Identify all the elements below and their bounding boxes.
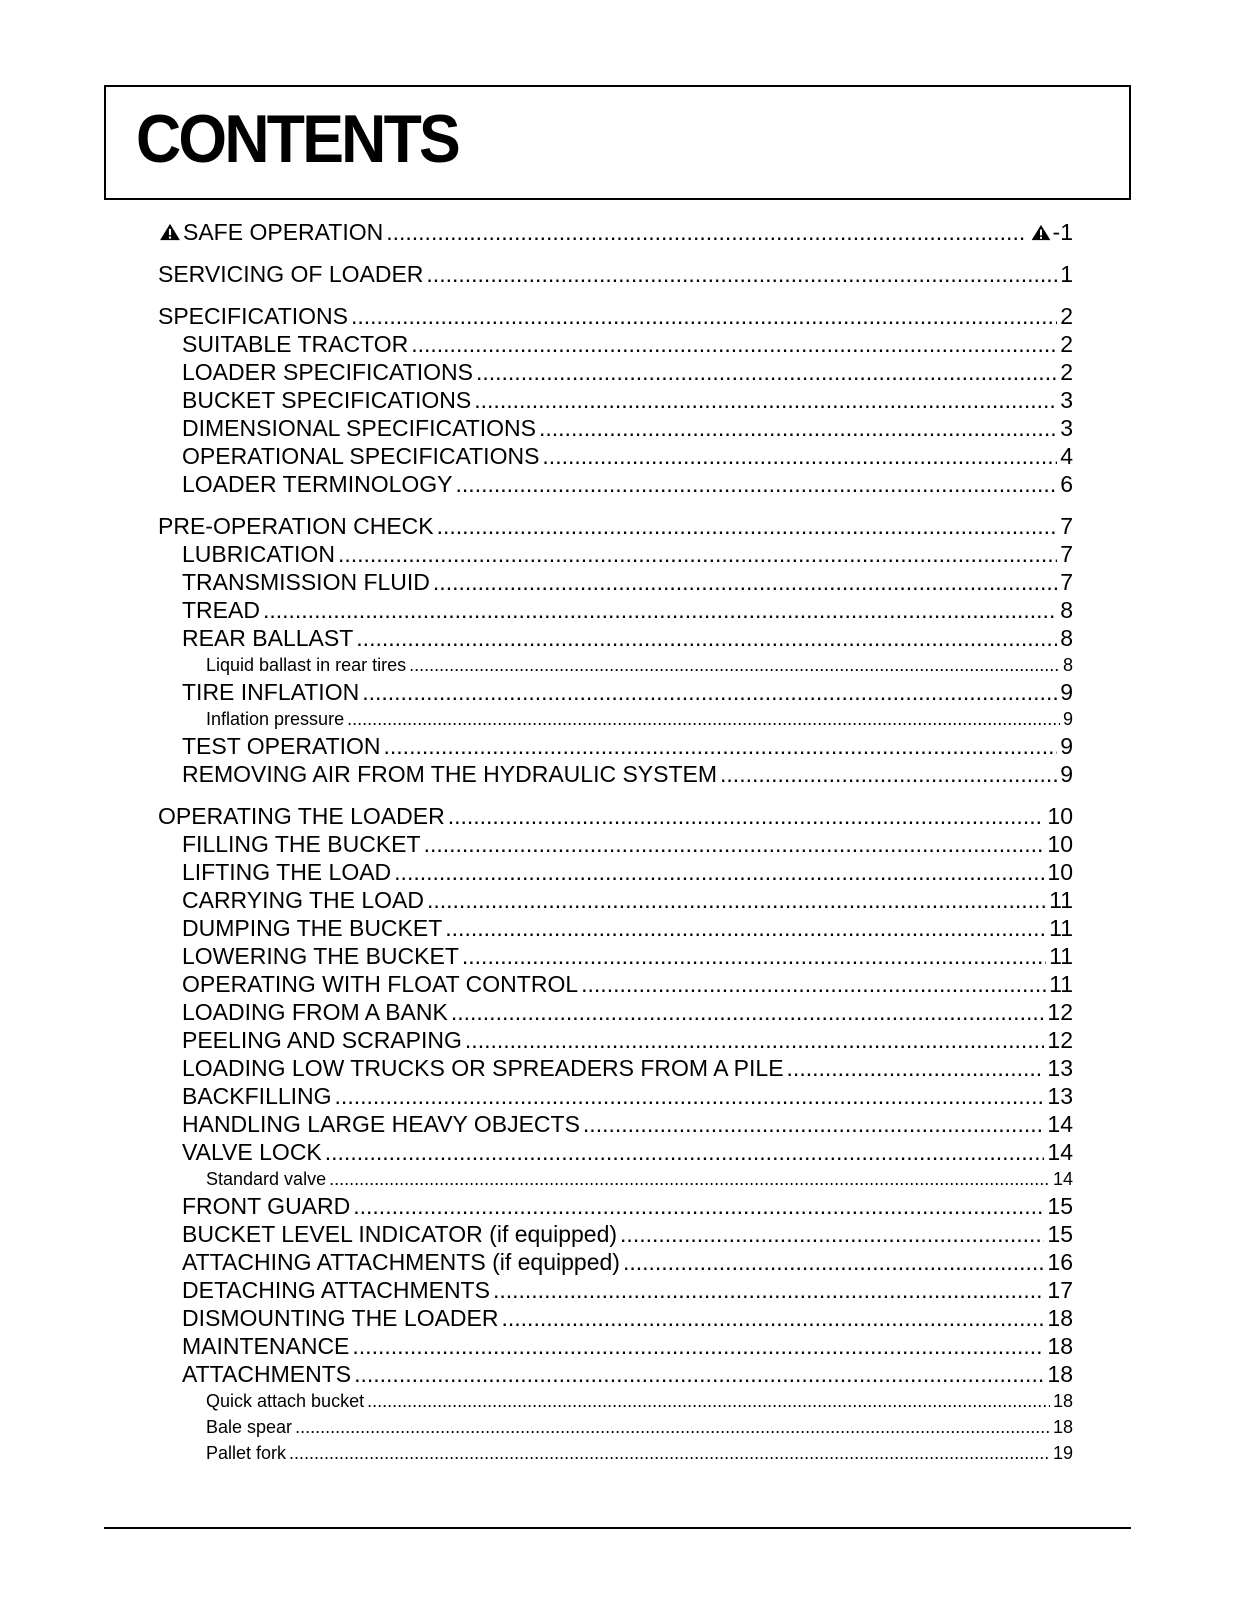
toc-entry[interactable] — [158, 1414, 1073, 1440]
toc-entry[interactable] — [158, 1388, 1073, 1414]
toc-entry-page: 9 — [1062, 709, 1073, 729]
toc-entry-label: Pallet fork — [206, 1443, 287, 1463]
toc-entry[interactable] — [158, 358, 1073, 386]
toc-entry-page: 18 — [1047, 1333, 1073, 1359]
toc-entry-label: Liquid ballast in rear tires — [206, 655, 407, 675]
toc-dot-leader — [409, 652, 1060, 678]
toc-entry-label: TRANSMISSION FLUID — [182, 569, 430, 595]
toc-entry-label: BUCKET LEVEL INDICATOR (if equipped) — [182, 1221, 618, 1247]
toc-entry-label: PEELING AND SCRAPING — [182, 1027, 462, 1053]
toc-entry[interactable] — [158, 1248, 1073, 1276]
toc-entry[interactable] — [158, 1138, 1073, 1166]
toc-entry-label: LOADING LOW TRUCKS OR SPREADERS FROM A PILE — [182, 1055, 784, 1081]
toc-entry-page: 11 — [1049, 887, 1073, 913]
toc-entry-page: 17 — [1047, 1277, 1073, 1303]
toc-entry[interactable] — [158, 886, 1073, 914]
toc-entry[interactable] — [158, 1026, 1073, 1054]
toc-dot-leader — [338, 540, 1057, 568]
toc-dot-leader — [295, 1414, 1050, 1440]
toc-dot-leader — [263, 596, 1057, 624]
toc-entry-page: -1 — [1030, 218, 1073, 246]
toc-entry-page: 7 — [1060, 513, 1073, 539]
toc-entry-page: 11 — [1049, 943, 1073, 969]
toc-dot-leader — [539, 414, 1057, 442]
toc-entry-page: 2 — [1060, 331, 1073, 357]
toc-entry-label: OPERATING THE LOADER — [158, 803, 445, 829]
toc-entry[interactable] — [158, 858, 1073, 886]
toc-entry-label: REMOVING AIR FROM THE HYDRAULIC SYSTEM — [182, 761, 718, 787]
toc-entry-label: SPECIFICATIONS — [158, 303, 348, 329]
toc-entry-page: 15 — [1047, 1193, 1073, 1219]
toc-entry-label: LIFTING THE LOAD — [182, 859, 392, 885]
toc-entry[interactable] — [158, 330, 1073, 358]
toc-dot-leader — [462, 942, 1046, 970]
toc-entry[interactable] — [158, 760, 1073, 788]
toc-entry[interactable] — [158, 470, 1073, 498]
toc-dot-leader — [620, 1220, 1044, 1248]
toc-entry-label: PRE-OPERATION CHECK — [158, 513, 434, 539]
toc-entry-label: SERVICING OF LOADER — [158, 261, 424, 287]
toc-dot-leader — [623, 1248, 1044, 1276]
toc-dot-leader — [451, 998, 1045, 1026]
toc-entry[interactable] — [158, 802, 1073, 830]
toc-entry[interactable] — [158, 1166, 1073, 1192]
toc-entry-label: TIRE INFLATION — [182, 679, 360, 705]
toc-entry[interactable] — [158, 414, 1073, 442]
toc-entry-page: 8 — [1060, 625, 1073, 651]
toc-entry-page: 10 — [1047, 859, 1073, 885]
toc-entry[interactable] — [158, 1220, 1073, 1248]
toc-entry-label: Quick attach bucket — [206, 1391, 365, 1411]
toc-entry-page: 16 — [1047, 1249, 1073, 1275]
page-title: CONTENTS — [136, 101, 458, 177]
toc-entry-label: LOADER TERMINOLOGY — [182, 471, 453, 497]
footer-rule — [104, 1527, 1131, 1529]
toc-entry-label: DETACHING ATTACHMENTS — [182, 1277, 490, 1303]
toc-entry-page: 12 — [1047, 999, 1073, 1025]
toc-entry[interactable] — [158, 1276, 1073, 1304]
toc-entry[interactable] — [158, 260, 1073, 288]
toc-dot-leader — [356, 624, 1057, 652]
toc-dot-leader — [433, 568, 1057, 596]
toc-entry[interactable] — [158, 1082, 1073, 1110]
toc-entry-label: LOADER SPECIFICATIONS — [182, 359, 473, 385]
toc-entry-page: 14 — [1047, 1139, 1073, 1165]
toc-entry-page: 4 — [1060, 443, 1073, 469]
toc-dot-leader — [424, 830, 1045, 858]
toc-entry-page: 3 — [1060, 415, 1073, 441]
toc-entry[interactable] — [158, 218, 1073, 246]
toc-dot-leader — [289, 1440, 1050, 1466]
toc-dot-leader — [411, 330, 1057, 358]
toc-entry[interactable] — [158, 540, 1073, 568]
toc-entry-page: 2 — [1060, 359, 1073, 385]
toc-dot-leader — [437, 512, 1058, 540]
table-of-contents — [158, 218, 1073, 1466]
toc-entry[interactable] — [158, 442, 1073, 470]
toc-entry-page: 18 — [1047, 1305, 1073, 1331]
toc-dot-leader — [448, 802, 1045, 830]
toc-dot-leader — [353, 1192, 1044, 1220]
toc-entry[interactable] — [158, 568, 1073, 596]
toc-dot-leader — [465, 1026, 1044, 1054]
toc-entry-label: REAR BALLAST — [182, 625, 354, 651]
toc-entry-label: CARRYING THE LOAD — [182, 887, 424, 913]
toc-entry-label: BACKFILLING — [182, 1083, 332, 1109]
toc-dot-leader — [384, 732, 1058, 760]
toc-entry-label: SAFE OPERATION — [158, 218, 383, 246]
toc-entry-label: VALVE LOCK — [182, 1139, 322, 1165]
toc-dot-leader — [493, 1276, 1044, 1304]
toc-entry-page: 3 — [1060, 387, 1073, 413]
toc-dot-leader — [581, 970, 1046, 998]
toc-dot-leader — [502, 1304, 1045, 1332]
toc-entry[interactable] — [158, 1054, 1073, 1082]
toc-entry-page: 8 — [1060, 597, 1073, 623]
toc-entry-page: 9 — [1060, 679, 1073, 705]
toc-entry-label: ATTACHING ATTACHMENTS (if equipped) — [182, 1249, 620, 1275]
toc-entry-label: TREAD — [182, 597, 260, 623]
toc-entry-page: 8 — [1062, 655, 1073, 675]
toc-dot-leader — [787, 1054, 1045, 1082]
toc-dot-leader — [386, 218, 1026, 246]
toc-entry[interactable] — [158, 914, 1073, 942]
toc-dot-leader — [476, 358, 1057, 386]
toc-dot-leader — [474, 386, 1057, 414]
toc-entry-label: Inflation pressure — [206, 709, 345, 729]
toc-entry-label: HANDLING LARGE HEAVY OBJECTS — [182, 1111, 580, 1137]
toc-dot-leader — [352, 1332, 1044, 1360]
toc-dot-leader — [347, 706, 1060, 732]
toc-entry-label: DIMENSIONAL SPECIFICATIONS — [182, 415, 536, 441]
toc-entry-label: OPERATIONAL SPECIFICATIONS — [182, 443, 540, 469]
toc-entry[interactable] — [158, 732, 1073, 760]
toc-entry[interactable] — [158, 302, 1073, 330]
warning-icon — [1030, 219, 1053, 245]
toc-entry-page: 6 — [1060, 471, 1073, 497]
toc-entry-page: 13 — [1047, 1055, 1073, 1081]
toc-dot-leader — [367, 1388, 1050, 1414]
toc-entry-page: 9 — [1060, 733, 1073, 759]
toc-entry-page: 15 — [1047, 1221, 1073, 1247]
toc-entry-label: FILLING THE BUCKET — [182, 831, 421, 857]
toc-dot-leader — [542, 442, 1057, 470]
toc-entry-page: 11 — [1049, 971, 1073, 997]
toc-entry-label: FRONT GUARD — [182, 1193, 351, 1219]
toc-entry-label: SUITABLE TRACTOR — [182, 331, 409, 357]
toc-entry-page: 18 — [1047, 1361, 1073, 1387]
toc-entry[interactable] — [158, 1440, 1073, 1466]
toc-dot-leader — [583, 1110, 1044, 1138]
toc-entry[interactable] — [158, 970, 1073, 998]
toc-entry[interactable] — [158, 1110, 1073, 1138]
toc-entry-label: OPERATING WITH FLOAT CONTROL — [182, 971, 579, 997]
toc-dot-leader — [335, 1082, 1045, 1110]
toc-entry-label: MAINTENANCE — [182, 1333, 350, 1359]
toc-entry-label: BUCKET SPECIFICATIONS — [182, 387, 472, 413]
toc-dot-leader — [445, 914, 1046, 942]
toc-entry[interactable] — [158, 830, 1073, 858]
toc-dot-leader — [325, 1138, 1045, 1166]
toc-entry-page: 11 — [1049, 915, 1073, 941]
toc-entry-page: 2 — [1060, 303, 1073, 329]
toc-entry-label: DUMPING THE BUCKET — [182, 915, 443, 941]
toc-entry[interactable] — [158, 942, 1073, 970]
toc-entry-label: LOWERING THE BUCKET — [182, 943, 459, 969]
toc-entry-label: LUBRICATION — [182, 541, 335, 567]
toc-entry-page: 7 — [1060, 541, 1073, 567]
toc-dot-leader — [427, 886, 1046, 914]
toc-entry-label: DISMOUNTING THE LOADER — [182, 1305, 499, 1331]
toc-dot-leader — [329, 1166, 1050, 1192]
toc-entry-page: 14 — [1047, 1111, 1073, 1137]
toc-entry-label: Bale spear — [206, 1417, 293, 1437]
toc-entry[interactable] — [158, 512, 1073, 540]
toc-dot-leader — [354, 1360, 1044, 1388]
toc-entry-page: 7 — [1060, 569, 1073, 595]
toc-entry[interactable] — [158, 596, 1073, 624]
toc-entry[interactable] — [158, 386, 1073, 414]
title-box — [104, 85, 1131, 200]
toc-entry[interactable] — [158, 652, 1073, 678]
toc-dot-leader — [362, 678, 1057, 706]
toc-dot-leader — [720, 760, 1057, 788]
toc-entry-page: 10 — [1047, 831, 1073, 857]
toc-dot-leader — [351, 302, 1057, 330]
toc-entry[interactable] — [158, 1360, 1073, 1388]
toc-entry-page: 9 — [1060, 761, 1073, 787]
toc-dot-leader — [456, 470, 1058, 498]
toc-entry-label: Standard valve — [206, 1169, 327, 1189]
toc-entry-page: 19 — [1052, 1443, 1073, 1463]
toc-entry[interactable] — [158, 1304, 1073, 1332]
toc-entry-label: ATTACHMENTS — [182, 1361, 352, 1387]
toc-entry[interactable] — [158, 624, 1073, 652]
toc-entry-page: 12 — [1047, 1027, 1073, 1053]
toc-entry[interactable] — [158, 1192, 1073, 1220]
toc-entry-label: LOADING FROM A BANK — [182, 999, 448, 1025]
toc-entry-page: 18 — [1052, 1417, 1073, 1437]
toc-entry-page: 18 — [1052, 1391, 1073, 1411]
toc-dot-leader — [426, 260, 1057, 288]
toc-entry-page: 10 — [1047, 803, 1073, 829]
toc-entry-page: 14 — [1052, 1169, 1073, 1189]
toc-entry-page: 1 — [1060, 261, 1073, 287]
toc-entry[interactable] — [158, 706, 1073, 732]
toc-entry-page: 13 — [1047, 1083, 1073, 1109]
toc-entry-label: TEST OPERATION — [182, 733, 381, 759]
toc-entry[interactable] — [158, 678, 1073, 706]
toc-entry[interactable] — [158, 1332, 1073, 1360]
toc-entry[interactable] — [158, 998, 1073, 1026]
toc-dot-leader — [394, 858, 1044, 886]
warning-icon — [158, 219, 183, 245]
